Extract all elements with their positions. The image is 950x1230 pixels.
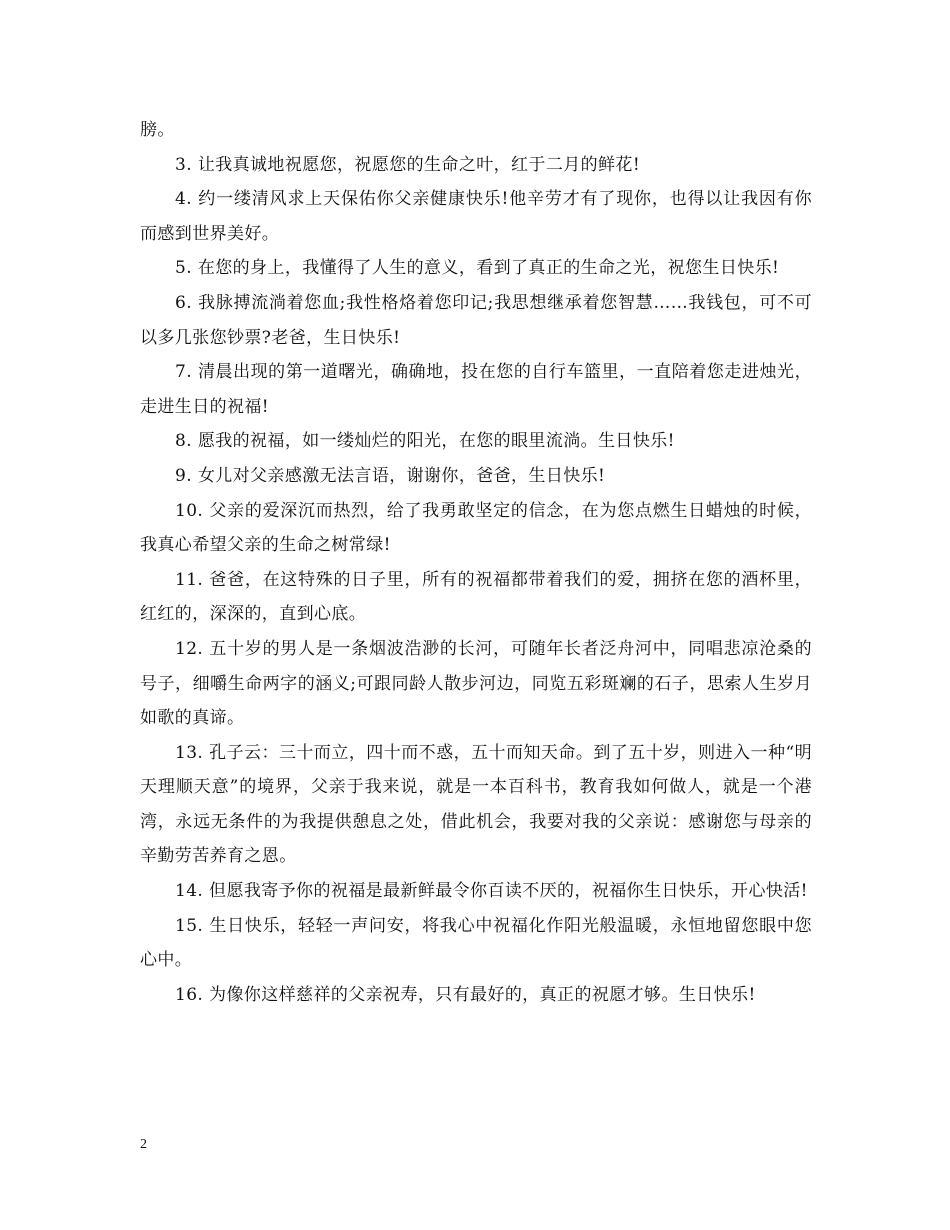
paragraph-11: 11. 爸爸，在这特殊的日子里，所有的祝福都带着我们的爱，拥挤在您的酒杯里，红红的，深深的，直到心底。: [140, 569, 812, 625]
paragraph-13: 13. 孔子云：三十而立，四十而不惑，五十而知天命。到了五十岁，则进入一种“明天理顺天意”的境界，父亲于我来说，就是一本百科书，教育我如何做人，就是一个港湾，永远无条件的为我提供憩息之处，借此机会，我要对我的父亲说：感谢您与母亲的辛勤劳苦养育之恩。: [140, 742, 812, 867]
paragraph-10: 10. 父亲的爱深沉而热烈，给了我勇敢坚定的信念，在为您点燃生日蜡烛的时候，我真心希望父亲的生命之树常绿!: [140, 500, 812, 556]
paragraph-4: 4. 约一缕清风求上天保佑你父亲健康快乐!他辛劳才有了现你，也得以让我因有你而感到世界美好。: [140, 189, 812, 244]
page-number: 2: [140, 1137, 147, 1152]
paragraph-15: 15. 生日快乐，轻轻一声问安，将我心中祝福化作阳光般温暖，永恒地留您眼中您心中。: [140, 915, 812, 971]
paragraph-8: 8. 愿我的祝福，如一缕灿烂的阳光，在您的眼里流淌。生日快乐!: [175, 431, 675, 452]
paragraph-7: 7. 清晨出现的第一道曙光，确确地，投在您的自行车篮里，一直陪着您走进烛光，走进生日的祝福!: [140, 362, 812, 417]
paragraph-3: 3. 让我真诚地祝愿您，祝愿您的生命之叶，红于二月的鲜花!: [175, 154, 641, 175]
continuation-line: 膀。: [140, 120, 175, 140]
body-text: [140, 113, 812, 1012]
paragraph-5: 5. 在您的身上，我懂得了人生的意义，看到了真正的生命之光，祝您生日快乐!: [175, 258, 780, 279]
paragraph-6: 6. 我脉搏流淌着您血;我性格烙着您印记;我思想继承着您智慧……我钱包，可不可以多几张您钞票?老爸，生日快乐!: [140, 292, 812, 348]
paragraph-9: 9. 女儿对父亲感激无法言语，谢谢你，爸爸，生日快乐!: [175, 465, 606, 486]
paragraph-12: 12. 五十岁的男人是一条烟波浩渺的长河，可随年长者泛舟河中，同唱悲凉沧桑的号子，细嚼生命两字的涵义;可跟同龄人散步河边，同览五彩斑斓的石子，思索人生岁月如歌的真谛。: [140, 638, 812, 729]
paragraph-16: 16. 为像你这样慈祥的父亲祝寿，只有最好的，真正的祝愿才够。生日快乐!: [175, 984, 756, 1005]
paragraph-14: 14. 但愿我寄予你的祝福是最新鲜最令你百读不厌的，祝福你生日快乐，开心快活!: [175, 881, 808, 902]
